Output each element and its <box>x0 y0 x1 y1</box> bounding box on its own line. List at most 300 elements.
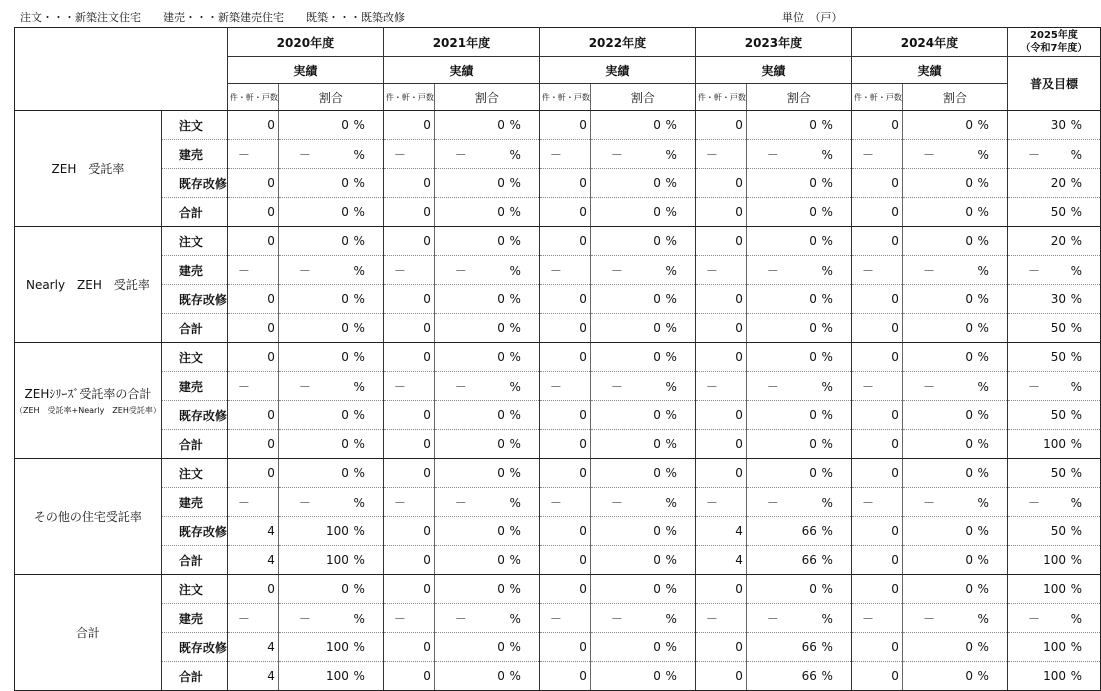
percent-sign: % <box>977 147 989 162</box>
percent-sign: % <box>353 263 365 278</box>
ratio-cell <box>590 343 695 372</box>
ratio-value: － <box>610 379 623 394</box>
ratio-value: 0 <box>965 292 973 306</box>
ratio-value: 0 <box>809 408 817 422</box>
count-cell: 0 <box>539 111 590 140</box>
count-cell: 0 <box>383 198 434 227</box>
group-note: （ZEH 受託率+Nearly ZEH受託率） <box>15 406 161 415</box>
ratio-cell <box>902 343 1007 372</box>
ratio-value: － <box>298 263 311 278</box>
percent-sign: % <box>821 437 833 451</box>
ratio-value: 0 <box>497 176 505 190</box>
year-header: 2024年度 <box>851 28 1007 57</box>
target-cell <box>1007 140 1100 169</box>
count-cell: 0 <box>227 285 278 314</box>
count-cell: 0 <box>383 111 434 140</box>
row-label: 既存改修 <box>161 517 227 546</box>
percent-sign: % <box>665 495 677 510</box>
percent-sign: % <box>509 524 521 538</box>
unit-label: 単位 （戸） <box>782 11 843 24</box>
ratio-value: 0 <box>653 640 661 654</box>
percent-sign: % <box>821 205 833 219</box>
ratio-value: 0 <box>653 292 661 306</box>
ratio-value: 0 <box>965 408 973 422</box>
percent-sign: % <box>353 611 365 626</box>
percent-sign: % <box>353 321 365 335</box>
percent-sign: % <box>665 176 677 190</box>
jisseki-header: 実績 <box>851 57 1007 84</box>
percent-sign: % <box>509 553 521 567</box>
target-value: 20 <box>1050 234 1066 248</box>
ratio-cell <box>434 546 539 575</box>
target-value: － <box>1027 495 1040 510</box>
ratio-cell <box>434 575 539 604</box>
count-cell: － <box>227 604 278 633</box>
percent-sign: % <box>1070 495 1082 510</box>
ratio-cell <box>902 140 1007 169</box>
target-value: 50 <box>1050 408 1066 422</box>
ratio-value: 0 <box>965 437 973 451</box>
count-cell: 0 <box>539 314 590 343</box>
row-label: 注文 <box>161 111 227 140</box>
ratio-value: 0 <box>653 553 661 567</box>
table-row <box>15 575 1101 604</box>
count-cell: 0 <box>539 633 590 662</box>
target-label-header: 普及目標 <box>1007 57 1100 111</box>
count-header: 件・軒・戸数 <box>851 84 902 111</box>
ratio-value: 0 <box>341 466 349 480</box>
ratio-value: － <box>766 147 779 162</box>
percent-sign: % <box>509 147 521 162</box>
ratio-cell <box>278 140 383 169</box>
target-cell <box>1007 401 1100 430</box>
count-cell: 0 <box>227 401 278 430</box>
ratio-cell <box>590 430 695 459</box>
ratio-value: 0 <box>965 669 973 683</box>
count-cell: 0 <box>539 285 590 314</box>
count-cell: 0 <box>383 430 434 459</box>
count-cell: 0 <box>383 546 434 575</box>
percent-sign: % <box>977 205 989 219</box>
count-cell: 0 <box>227 111 278 140</box>
group-label-cell <box>15 575 162 691</box>
jisseki-header: 実績 <box>227 57 383 84</box>
ratio-value: 0 <box>809 234 817 248</box>
group-label-cell <box>15 343 162 459</box>
ratio-value: 0 <box>341 408 349 422</box>
target-cell <box>1007 604 1100 633</box>
row-label: 建売 <box>161 140 227 169</box>
count-cell: 0 <box>383 459 434 488</box>
ratio-value: 0 <box>809 321 817 335</box>
ratio-value: 0 <box>653 669 661 683</box>
percent-sign: % <box>1070 437 1082 451</box>
count-cell: － <box>695 488 746 517</box>
count-cell: 0 <box>539 401 590 430</box>
ratio-value: 0 <box>341 118 349 132</box>
count-cell: 0 <box>695 430 746 459</box>
group-name: ZEH 受託率 <box>51 162 125 176</box>
count-cell: 0 <box>851 546 902 575</box>
ratio-cell <box>746 401 851 430</box>
percent-sign: % <box>353 466 365 480</box>
count-cell: 0 <box>695 285 746 314</box>
percent-sign: % <box>977 437 989 451</box>
target-value: － <box>1027 147 1040 162</box>
count-cell: 0 <box>227 575 278 604</box>
percent-sign: % <box>1070 379 1082 394</box>
percent-sign: % <box>353 669 365 683</box>
percent-sign: % <box>509 611 521 626</box>
ratio-value: － <box>454 263 467 278</box>
percent-sign: % <box>509 350 521 364</box>
ratio-cell <box>902 285 1007 314</box>
target-cell <box>1007 459 1100 488</box>
ratio-value: 0 <box>653 321 661 335</box>
row-label: 注文 <box>161 459 227 488</box>
ratio-value: 0 <box>809 466 817 480</box>
jisseki-header: 実績 <box>539 57 695 84</box>
percent-sign: % <box>1070 118 1082 132</box>
ratio-value: 0 <box>965 524 973 538</box>
year-header: 2022年度 <box>539 28 695 57</box>
ratio-cell <box>746 546 851 575</box>
target-value: 100 <box>1043 669 1066 683</box>
percent-sign: % <box>353 292 365 306</box>
table-row <box>15 430 1101 459</box>
percent-sign: % <box>821 582 833 596</box>
ratio-value: 0 <box>653 408 661 422</box>
count-cell: － <box>383 604 434 633</box>
ratio-cell <box>278 198 383 227</box>
ratio-value: 0 <box>809 582 817 596</box>
percent-sign: % <box>353 524 365 538</box>
target-cell <box>1007 430 1100 459</box>
ratio-value: 0 <box>965 350 973 364</box>
percent-sign: % <box>509 176 521 190</box>
count-cell: 0 <box>851 401 902 430</box>
ratio-cell <box>902 662 1007 691</box>
percent-sign: % <box>665 350 677 364</box>
ratio-cell <box>278 662 383 691</box>
percent-sign: % <box>1070 640 1082 654</box>
ratio-cell <box>434 227 539 256</box>
row-label: 注文 <box>161 575 227 604</box>
percent-sign: % <box>1070 669 1082 683</box>
count-cell: 0 <box>227 343 278 372</box>
count-cell: 0 <box>695 459 746 488</box>
percent-sign: % <box>821 379 833 394</box>
percent-sign: % <box>1070 205 1082 219</box>
ratio-value: 0 <box>497 524 505 538</box>
count-cell: － <box>227 488 278 517</box>
target-value: 50 <box>1050 350 1066 364</box>
ratio-value: － <box>298 495 311 510</box>
count-cell: 0 <box>383 633 434 662</box>
ratio-value: 0 <box>497 205 505 219</box>
ratio-cell <box>278 285 383 314</box>
count-cell: 0 <box>695 401 746 430</box>
count-header: 件・軒・戸数 <box>695 84 746 111</box>
percent-sign: % <box>821 263 833 278</box>
percent-sign: % <box>665 669 677 683</box>
ratio-value: 0 <box>497 350 505 364</box>
table-row <box>15 546 1101 575</box>
ratio-cell <box>902 401 1007 430</box>
ratio-value: 0 <box>653 437 661 451</box>
percent-sign: % <box>665 466 677 480</box>
ratio-cell <box>278 111 383 140</box>
target-cell <box>1007 169 1100 198</box>
count-cell: － <box>695 372 746 401</box>
count-cell: 0 <box>383 343 434 372</box>
table-row <box>15 227 1101 256</box>
ratio-value: 0 <box>497 118 505 132</box>
percent-sign: % <box>353 640 365 654</box>
ratio-cell <box>746 111 851 140</box>
group-name: 合計 <box>75 626 100 640</box>
ratio-cell <box>590 314 695 343</box>
ratio-value: 0 <box>341 292 349 306</box>
target-cell <box>1007 227 1100 256</box>
table-row <box>15 459 1101 488</box>
percent-sign: % <box>1070 582 1082 596</box>
ratio-cell <box>902 256 1007 285</box>
percent-sign: % <box>821 321 833 335</box>
percent-sign: % <box>509 669 521 683</box>
percent-sign: % <box>821 292 833 306</box>
ratio-cell <box>278 256 383 285</box>
percent-sign: % <box>821 495 833 510</box>
ratio-value: 66 <box>801 640 817 654</box>
ratio-cell <box>746 430 851 459</box>
ratio-cell <box>746 662 851 691</box>
count-cell: 0 <box>851 459 902 488</box>
ratio-cell <box>746 575 851 604</box>
count-cell: － <box>851 604 902 633</box>
ratio-cell <box>902 604 1007 633</box>
ratio-value: 100 <box>325 553 349 567</box>
percent-sign: % <box>665 437 677 451</box>
ratio-cell <box>590 604 695 633</box>
percent-sign: % <box>665 234 677 248</box>
ratio-cell <box>434 459 539 488</box>
percent-sign: % <box>977 553 989 567</box>
count-cell: － <box>539 140 590 169</box>
row-label: 既存改修 <box>161 169 227 198</box>
ratio-cell <box>590 546 695 575</box>
ratio-cell <box>746 372 851 401</box>
ratio-cell <box>434 169 539 198</box>
ratio-value: 0 <box>497 553 505 567</box>
percent-sign: % <box>509 466 521 480</box>
ratio-value: 0 <box>653 176 661 190</box>
ratio-cell <box>902 111 1007 140</box>
ratio-value: － <box>766 379 779 394</box>
ratio-cell <box>902 546 1007 575</box>
percent-sign: % <box>353 437 365 451</box>
ratio-cell <box>590 198 695 227</box>
table-row <box>15 604 1101 633</box>
group-label-cell <box>15 459 162 575</box>
target-value: 100 <box>1043 582 1066 596</box>
percent-sign: % <box>1070 234 1082 248</box>
target-value: － <box>1027 379 1040 394</box>
table-row <box>15 343 1101 372</box>
percent-sign: % <box>665 292 677 306</box>
ratio-value: 0 <box>653 350 661 364</box>
ratio-cell <box>902 488 1007 517</box>
target-value: － <box>1027 263 1040 278</box>
target-cell <box>1007 575 1100 604</box>
ratio-value: － <box>298 147 311 162</box>
percent-sign: % <box>821 553 833 567</box>
ratio-value: － <box>454 379 467 394</box>
ratio-cell <box>434 662 539 691</box>
ratio-cell <box>902 227 1007 256</box>
count-cell: 0 <box>539 343 590 372</box>
ratio-cell <box>746 227 851 256</box>
zeh-ratio-table <box>14 27 1101 691</box>
count-cell: － <box>539 488 590 517</box>
count-header: 件・軒・戸数 <box>227 84 278 111</box>
jisseki-header: 実績 <box>695 57 851 84</box>
table-row <box>15 111 1101 140</box>
count-cell: 0 <box>539 430 590 459</box>
ratio-cell <box>434 343 539 372</box>
table-row <box>15 372 1101 401</box>
ratio-cell <box>902 459 1007 488</box>
ratio-value: － <box>610 263 623 278</box>
percent-sign: % <box>509 408 521 422</box>
target-cell <box>1007 111 1100 140</box>
ratio-cell <box>590 285 695 314</box>
table-row <box>15 401 1101 430</box>
percent-sign: % <box>821 350 833 364</box>
count-cell: 0 <box>851 314 902 343</box>
ratio-cell <box>278 169 383 198</box>
ratio-cell <box>434 198 539 227</box>
count-cell: 0 <box>227 459 278 488</box>
count-cell: 4 <box>227 662 278 691</box>
percent-sign: % <box>1070 553 1082 567</box>
percent-sign: % <box>509 321 521 335</box>
row-label: 建売 <box>161 256 227 285</box>
count-cell: 0 <box>851 285 902 314</box>
target-cell <box>1007 546 1100 575</box>
count-cell: 0 <box>383 401 434 430</box>
percent-sign: % <box>665 553 677 567</box>
ratio-cell <box>590 575 695 604</box>
ratio-cell <box>434 517 539 546</box>
count-cell: － <box>539 256 590 285</box>
count-cell: － <box>227 372 278 401</box>
ratio-value: 0 <box>341 205 349 219</box>
count-cell: － <box>539 604 590 633</box>
target-cell <box>1007 372 1100 401</box>
ratio-value: 66 <box>801 669 817 683</box>
ratio-cell <box>902 575 1007 604</box>
count-header: 件・軒・戸数 <box>539 84 590 111</box>
ratio-value: 100 <box>325 669 349 683</box>
group-label-cell <box>15 227 162 343</box>
percent-sign: % <box>665 321 677 335</box>
count-cell: 0 <box>227 314 278 343</box>
percent-sign: % <box>353 205 365 219</box>
target-era: （令和7年度） <box>1020 43 1088 54</box>
percent-sign: % <box>977 582 989 596</box>
percent-sign: % <box>665 205 677 219</box>
ratio-value: 0 <box>497 408 505 422</box>
ratio-value: 0 <box>497 466 505 480</box>
percent-sign: % <box>977 495 989 510</box>
count-cell: 0 <box>851 633 902 662</box>
percent-sign: % <box>821 147 833 162</box>
table-row <box>15 488 1101 517</box>
percent-sign: % <box>665 263 677 278</box>
ratio-cell <box>902 314 1007 343</box>
count-cell: － <box>539 372 590 401</box>
percent-sign: % <box>821 176 833 190</box>
row-label: 注文 <box>161 227 227 256</box>
count-cell: 0 <box>539 575 590 604</box>
ratio-value: 0 <box>809 118 817 132</box>
ratio-cell <box>746 285 851 314</box>
percent-sign: % <box>509 118 521 132</box>
target-value: 50 <box>1050 466 1066 480</box>
table-row <box>15 140 1101 169</box>
count-cell: 0 <box>695 169 746 198</box>
ratio-cell <box>434 633 539 662</box>
row-label: 既存改修 <box>161 285 227 314</box>
ratio-value: 0 <box>341 582 349 596</box>
ratio-cell <box>746 459 851 488</box>
ratio-cell <box>434 488 539 517</box>
table-row <box>15 285 1101 314</box>
count-cell: 0 <box>539 169 590 198</box>
target-cell <box>1007 517 1100 546</box>
target-cell <box>1007 198 1100 227</box>
target-value: 20 <box>1050 176 1066 190</box>
percent-sign: % <box>821 524 833 538</box>
target-cell <box>1007 633 1100 662</box>
percent-sign: % <box>353 118 365 132</box>
count-cell: 4 <box>695 546 746 575</box>
ratio-value: 100 <box>325 640 349 654</box>
table-row <box>15 517 1101 546</box>
count-cell: 0 <box>695 662 746 691</box>
count-cell: 0 <box>851 517 902 546</box>
percent-sign: % <box>509 234 521 248</box>
percent-sign: % <box>821 118 833 132</box>
count-cell: － <box>851 140 902 169</box>
percent-sign: % <box>353 350 365 364</box>
ratio-value: － <box>766 611 779 626</box>
ratio-value: 0 <box>653 582 661 596</box>
percent-sign: % <box>665 611 677 626</box>
ratio-cell <box>434 111 539 140</box>
ratio-value: 0 <box>965 118 973 132</box>
target-value: 100 <box>1043 437 1066 451</box>
ratio-cell <box>434 372 539 401</box>
percent-sign: % <box>977 408 989 422</box>
percent-sign: % <box>1070 176 1082 190</box>
count-cell: － <box>851 488 902 517</box>
count-cell: － <box>383 488 434 517</box>
percent-sign: % <box>821 640 833 654</box>
percent-sign: % <box>665 408 677 422</box>
ratio-value: － <box>922 147 935 162</box>
